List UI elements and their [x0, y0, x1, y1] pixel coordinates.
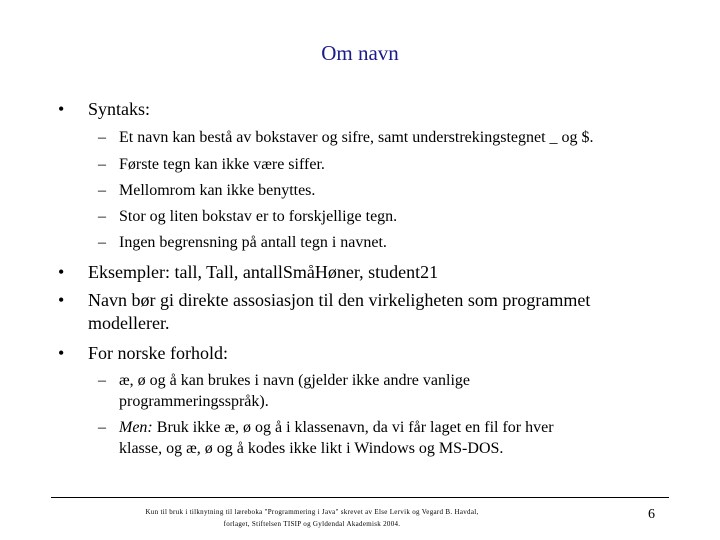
syntax-item-text: Mellomrom kan ikke benyttes.	[119, 182, 316, 199]
dash-icon: –	[98, 208, 106, 225]
bullet-examples-text: Eksempler: tall, Tall, antallSmåHøner, student21	[88, 262, 439, 282]
page-number: 6	[648, 507, 655, 522]
dash-icon: –	[98, 419, 106, 436]
syntax-item-text: Stor og liten bokstav er to forskjellige tegn.	[119, 208, 398, 225]
dash-icon: –	[98, 372, 106, 389]
syntax-item-text: Et navn kan bestå av bokstaver og sifre, samt understrekingstegnet _ og $.	[119, 129, 594, 146]
dash-icon: –	[98, 234, 106, 251]
emphasis-men: Men:	[119, 419, 153, 436]
norwegian-item2-line1	[119, 417, 554, 438]
slide-title: Om navn	[321, 41, 399, 65]
bullet-icon: •	[58, 290, 65, 310]
bullet-icon: •	[58, 99, 65, 119]
dash-icon: –	[98, 156, 106, 173]
bullet-norwegian-label: For norske forhold:	[88, 343, 228, 363]
bullet-syntax-label: Syntaks:	[88, 99, 151, 119]
norwegian-item1-line1: æ, ø og å kan brukes i navn (gjelder ikke andre vanlige	[119, 372, 470, 389]
norwegian-item2-line2: klasse, og æ, ø og å kodes ikke likt i Windows og MS-DOS.	[119, 440, 504, 457]
dash-icon: –	[98, 129, 106, 146]
footer-credit	[112, 506, 512, 530]
norwegian-item-text	[119, 370, 470, 412]
dash-icon: –	[98, 182, 106, 199]
bullet-icon: •	[58, 343, 65, 363]
norwegian-item-text	[119, 417, 554, 459]
syntax-item-text: Første tegn kan ikke være siffer.	[119, 156, 325, 173]
bullet-reality-line1: Navn bør gi direkte assosiasjon til den virkeligheten som programmet	[88, 290, 591, 310]
footer-divider	[51, 497, 669, 498]
syntax-item-text: Ingen begrensning på antall tegn i navnet.	[119, 234, 387, 251]
footer-credit-line2: forlaget, Stiftelsen TISIP og Gyldendal Akademisk 2004.	[223, 520, 401, 528]
bullet-reality-line2: modellerer.	[88, 313, 170, 333]
bullet-icon: •	[58, 262, 65, 282]
bullet-reality-text	[88, 289, 590, 335]
norwegian-item1-line2: programmeringsspråk).	[119, 393, 269, 410]
norwegian-item2-line1-rest: Bruk ikke æ, ø og å i klassenavn, da vi får laget en fil for hver	[152, 419, 554, 436]
footer-credit-line1: Kun til bruk i tilknytning til læreboka "Programmering i Java" skrevet av Else Lervik og Vegard B. Havdal,	[145, 508, 479, 516]
